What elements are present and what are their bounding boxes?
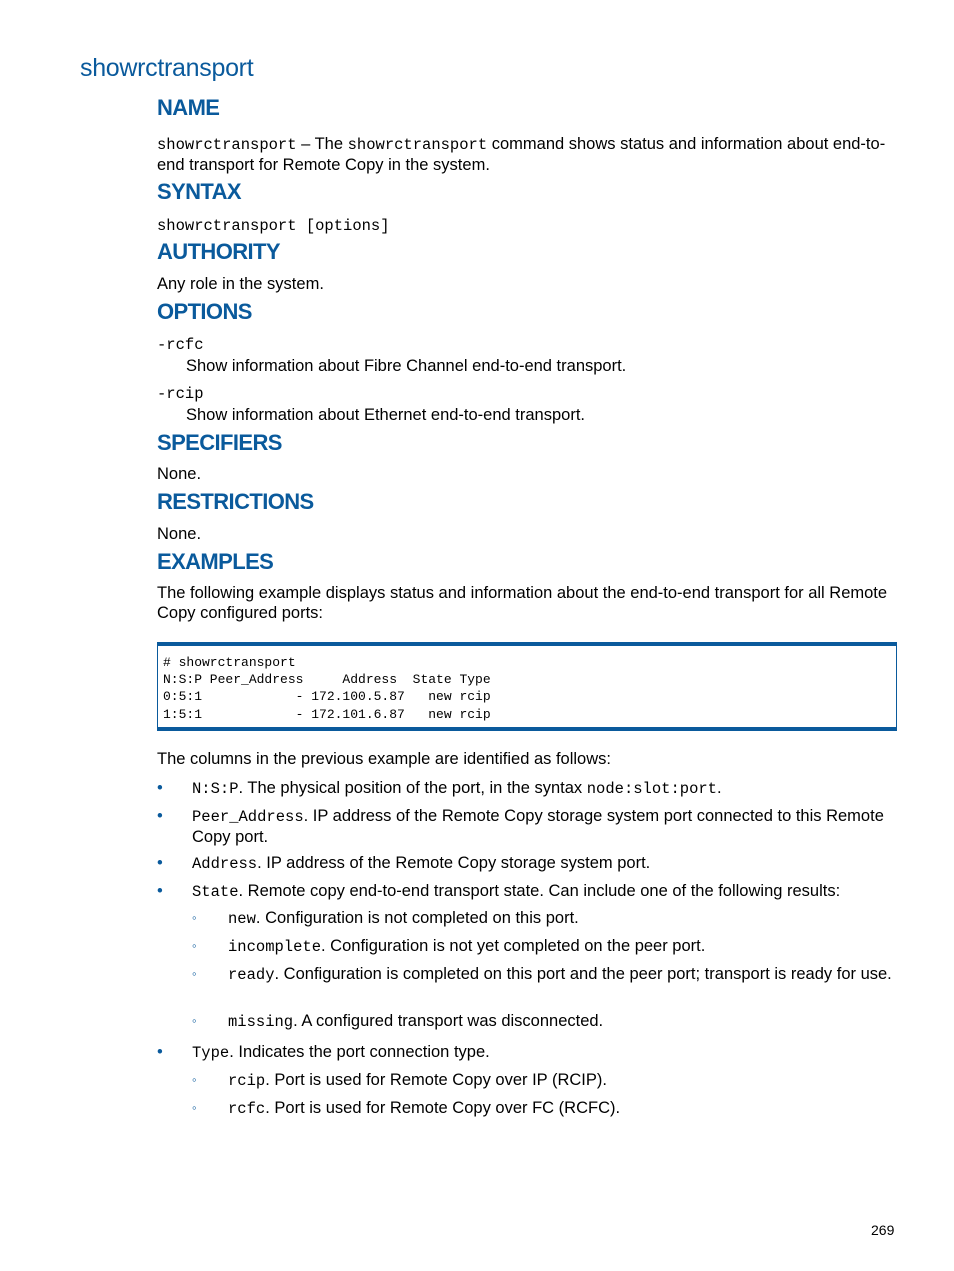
type-value: rcfc xyxy=(228,1100,266,1118)
option-flag-rcfc: -rcfc xyxy=(157,336,204,354)
state-desc: . Configuration is not yet completed on the peer port. xyxy=(321,937,706,955)
heading-restrictions: RESTRICTIONS xyxy=(157,489,314,514)
heading-authority: AUTHORITY xyxy=(157,239,280,264)
option-flag xyxy=(157,383,902,404)
circle-bullet-icon: ◦ xyxy=(192,938,197,953)
bullet-icon: • xyxy=(157,854,163,872)
type-desc: . Port is used for Remote Copy over IP (RCIP). xyxy=(265,1071,607,1089)
bullet-icon: • xyxy=(157,779,163,797)
column-name: Address xyxy=(192,855,258,873)
bullet-icon: • xyxy=(157,1043,163,1061)
code-line: 0:5:1 - 172.100.5.87 new rcip xyxy=(163,689,491,705)
syntax-code: showrctransport [options] xyxy=(157,217,390,235)
option-desc-rcfc: Show information about Fibre Channel end-to-end transport. xyxy=(186,357,627,375)
column-desc: . IP address of the Remote Copy storage system port connected to this Remote Copy port. xyxy=(192,807,884,846)
syntax-line xyxy=(157,215,902,236)
page-title: showrctransport xyxy=(80,54,254,82)
column-desc: . IP address of the Remote Copy storage system port. xyxy=(257,854,651,872)
columns-intro: The columns in the previous example are identified as follows: xyxy=(157,750,611,768)
heading-name: NAME xyxy=(157,95,220,120)
column-desc: . Remote copy end-to-end transport state. Can include one of the following results: xyxy=(238,882,841,900)
circle-bullet-icon: ◦ xyxy=(192,1072,197,1087)
type-desc: . Port is used for Remote Copy over FC (RCFC). xyxy=(265,1099,621,1117)
column-name: State xyxy=(192,883,239,901)
restrictions-text: None. xyxy=(157,525,202,543)
name-description xyxy=(157,134,902,175)
circle-bullet-icon: ◦ xyxy=(192,1100,197,1115)
state-desc: . A configured transport was disconnected. xyxy=(293,1012,604,1030)
column-name: Peer_Address xyxy=(192,808,304,826)
heading-specifiers: SPECIFIERS xyxy=(157,430,282,455)
page-number: 269 xyxy=(871,1222,895,1238)
syntax-code: node:slot:port xyxy=(586,780,717,798)
heading-examples: EXAMPLES xyxy=(157,549,274,574)
state-value: incomplete xyxy=(228,938,322,956)
column-name: N:S:P xyxy=(192,780,239,798)
name-separator: – The xyxy=(296,135,348,153)
state-value: new xyxy=(228,910,256,928)
heading-syntax: SYNTAX xyxy=(157,179,242,204)
circle-bullet-icon: ◦ xyxy=(192,910,197,925)
name-text: command shows status and information about end-to-end transport for Remote Copy in the system. xyxy=(157,135,886,174)
column-desc: . The physical position of the port, in the syntax xyxy=(238,779,587,797)
option-flag-rcip: -rcip xyxy=(157,385,204,403)
code-line: # showrctransport xyxy=(163,655,296,670)
option-flag xyxy=(157,334,902,355)
command-name-inline: showrctransport xyxy=(347,136,488,154)
column-desc-end: . xyxy=(716,779,722,797)
state-desc: . Configuration is not completed on this port. xyxy=(255,909,579,927)
column-desc: . Indicates the port connection type. xyxy=(229,1043,490,1061)
type-value: rcip xyxy=(228,1072,266,1090)
bullet-icon: • xyxy=(157,807,163,825)
code-line: N:S:P Peer_Address Address State Type xyxy=(163,672,491,688)
bullet-icon: • xyxy=(157,882,163,900)
examples-intro: The following example displays status and information about the end-to-end transport for all Remote Copy configured ports: xyxy=(157,584,888,622)
command-name: showrctransport xyxy=(157,136,297,154)
code-line: 1:5:1 - 172.101.6.87 new rcip xyxy=(163,706,491,722)
authority-text: Any role in the system. xyxy=(157,275,324,293)
specifiers-text: None. xyxy=(157,465,202,483)
option-desc-rcip: Show information about Ethernet end-to-end transport. xyxy=(186,406,585,424)
state-value: missing xyxy=(228,1013,294,1031)
heading-options: OPTIONS xyxy=(157,299,252,324)
state-value: ready xyxy=(228,966,275,984)
state-desc: . Configuration is completed on this port and the peer port; transport is ready for use. xyxy=(274,965,892,983)
code-example xyxy=(157,642,897,731)
circle-bullet-icon: ◦ xyxy=(192,966,197,981)
column-name: Type xyxy=(192,1044,230,1062)
circle-bullet-icon: ◦ xyxy=(192,1013,197,1028)
